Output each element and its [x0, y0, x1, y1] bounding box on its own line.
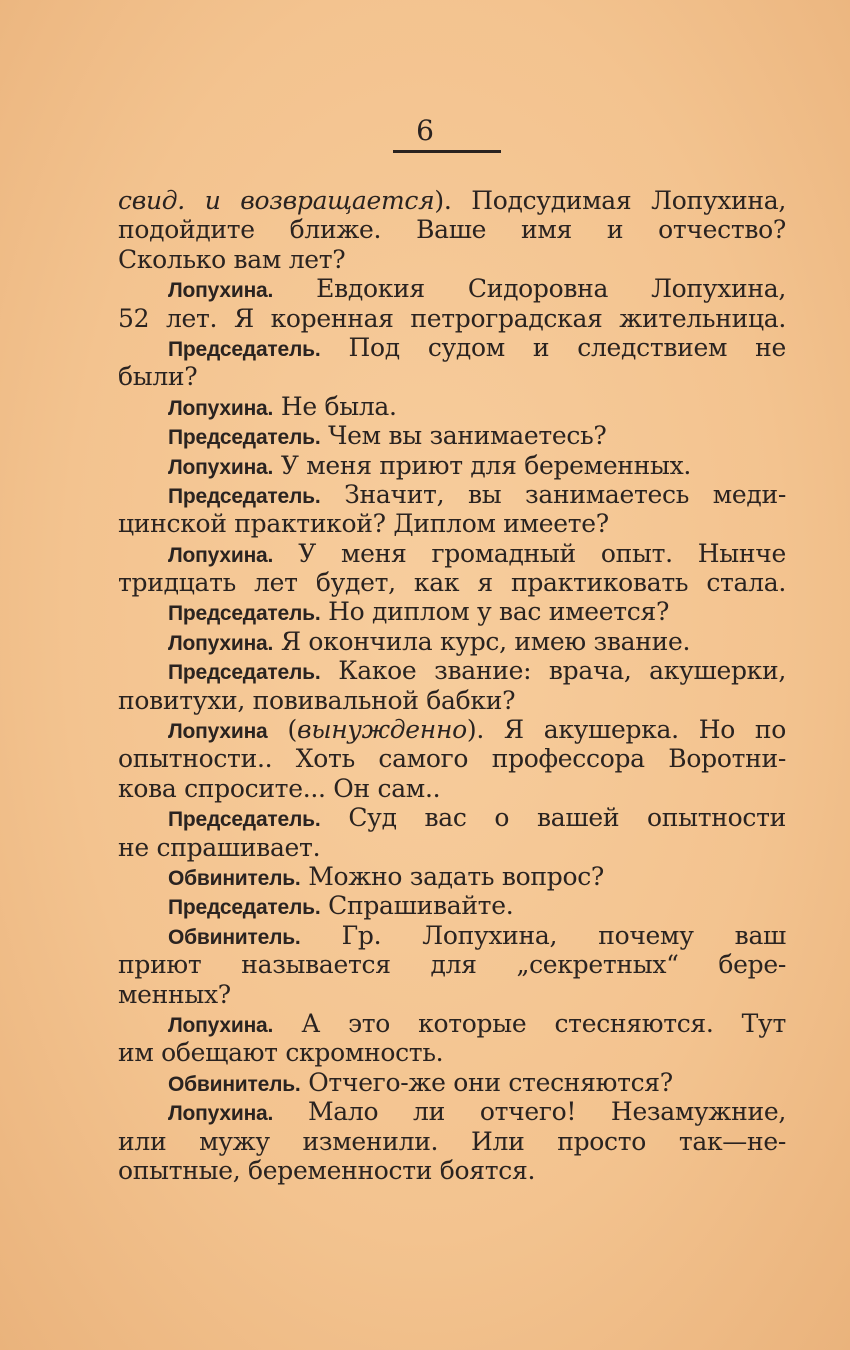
- line-text: Под судом и следствием не: [348, 332, 786, 362]
- line-text: кова спросите... Он сам..: [118, 773, 441, 803]
- text-line: [118, 774, 786, 803]
- text-line: [118, 509, 786, 538]
- speech-line: [118, 392, 786, 421]
- stage-direction: вынужденно: [296, 715, 467, 745]
- line-text: или мужу изменили. Или просто так—не-: [118, 1126, 786, 1156]
- speech-line: [118, 627, 786, 656]
- line-text: цинской практикой? Диплом имеете?: [118, 509, 609, 539]
- speech-line: [118, 421, 786, 450]
- speaker-name: Лопухина.: [168, 631, 274, 655]
- speaker-name: Лопухина.: [168, 543, 274, 567]
- text-line: [118, 186, 786, 215]
- speaker-name: Лопухина: [168, 720, 268, 744]
- body-text: [118, 186, 786, 1185]
- text-line: [118, 1038, 786, 1067]
- line-text: Евдокия Сидоровна Лопухина,: [316, 274, 786, 304]
- text-line: [118, 304, 786, 333]
- speaker-name: Лопухина.: [168, 396, 274, 420]
- speech-line: [118, 715, 786, 744]
- speech-line: [118, 274, 786, 303]
- line-text: были?: [118, 362, 198, 392]
- line-text: опытности.. Хоть самого профессора Воротни-: [118, 744, 786, 774]
- speech-line: [118, 862, 786, 891]
- line-text: Не была.: [280, 391, 397, 421]
- text-line: [118, 1127, 786, 1156]
- text-prefix: (: [267, 715, 297, 745]
- line-text: ). Я акушерка. Но по: [466, 715, 786, 745]
- line-text: Я окончила курс, имею звание.: [280, 626, 691, 656]
- speaker-name: Обвинитель.: [168, 925, 301, 949]
- line-text: Какое звание: врача, акушерки,: [338, 656, 786, 686]
- line-text: опытные, беременности боятся.: [118, 1155, 536, 1185]
- speaker-name: Лопухина.: [168, 455, 274, 479]
- speaker-name: Председатель.: [168, 602, 321, 626]
- text-line: [118, 686, 786, 715]
- speech-line: [118, 656, 786, 685]
- speaker-name: Председатель.: [168, 896, 321, 920]
- speech-line: [118, 803, 786, 832]
- speech-line: [118, 333, 786, 362]
- line-text: не спрашивает.: [118, 832, 321, 862]
- line-text: Гр. Лопухина, почему ваш: [341, 920, 786, 950]
- line-text: 52 лет. Я коренная петроградская жительница.: [118, 303, 786, 333]
- text-line: [118, 744, 786, 773]
- line-text: Значит, вы занимаетесь меди-: [344, 479, 786, 509]
- speaker-name: Председатель.: [168, 661, 321, 685]
- line-text: Сколько вам лет?: [118, 244, 346, 274]
- speaker-name: Лопухина.: [168, 1102, 274, 1126]
- speaker-name: Председатель.: [168, 484, 321, 508]
- speech-line: [118, 1097, 786, 1126]
- line-text: Чем вы занимаетесь?: [328, 421, 607, 451]
- text-line: [118, 1156, 786, 1185]
- line-text: У меня приют для беременных.: [280, 450, 692, 480]
- text-line: [118, 980, 786, 1009]
- speaker-name: Председатель.: [168, 337, 321, 361]
- text-line: [118, 833, 786, 862]
- line-text: повитухи, повивальной бабки?: [118, 685, 516, 715]
- speech-line: [118, 1009, 786, 1038]
- speech-line: [118, 480, 786, 509]
- speaker-name: Председатель.: [168, 426, 321, 450]
- speaker-name: Обвинитель.: [168, 1072, 301, 1096]
- speech-line: [118, 597, 786, 626]
- stage-direction: свид. и возвращается: [118, 186, 435, 215]
- text-line: [118, 215, 786, 244]
- speech-line: [118, 1068, 786, 1097]
- speaker-name: Обвинитель.: [168, 866, 301, 890]
- line-text: тридцать лет будет, как я практиковать стала.: [118, 568, 786, 598]
- speech-line: [118, 539, 786, 568]
- text-line: [118, 568, 786, 597]
- line-text: А это которые стесняются. Тут: [301, 1008, 786, 1038]
- page-number-rule: [393, 150, 501, 153]
- line-text: менных?: [118, 979, 231, 1009]
- line-text: подойдите ближе. Ваше имя и отчество?: [118, 215, 786, 245]
- text-line: [118, 245, 786, 274]
- line-text: Мало ли отчего! Незамужние,: [308, 1097, 786, 1127]
- line-text: Отчего-же они стесняются?: [308, 1067, 673, 1097]
- line-text: Можно задать вопрос?: [308, 861, 605, 891]
- text-line: [118, 362, 786, 391]
- speech-line: [118, 921, 786, 950]
- speaker-name: Председатель.: [168, 808, 321, 832]
- speaker-name: Лопухина.: [168, 1013, 274, 1037]
- line-text: им обещают скромность.: [118, 1038, 444, 1068]
- line-text: Спрашивайте.: [328, 891, 514, 921]
- line-text: Суд вас о вашей опытности: [348, 803, 786, 833]
- speech-line: [118, 451, 786, 480]
- line-text: У меня громадный опыт. Нынче: [298, 538, 786, 568]
- line-text: приют называется для „секретных“ бере-: [118, 950, 786, 980]
- text-line: [118, 950, 786, 979]
- line-text: Но диплом у вас имеется?: [328, 597, 670, 627]
- line-text: ). Подсудимая Лопухина,: [434, 186, 787, 215]
- speaker-name: Лопухина.: [168, 279, 274, 303]
- page-number: 6: [416, 114, 434, 147]
- speech-line: [118, 891, 786, 920]
